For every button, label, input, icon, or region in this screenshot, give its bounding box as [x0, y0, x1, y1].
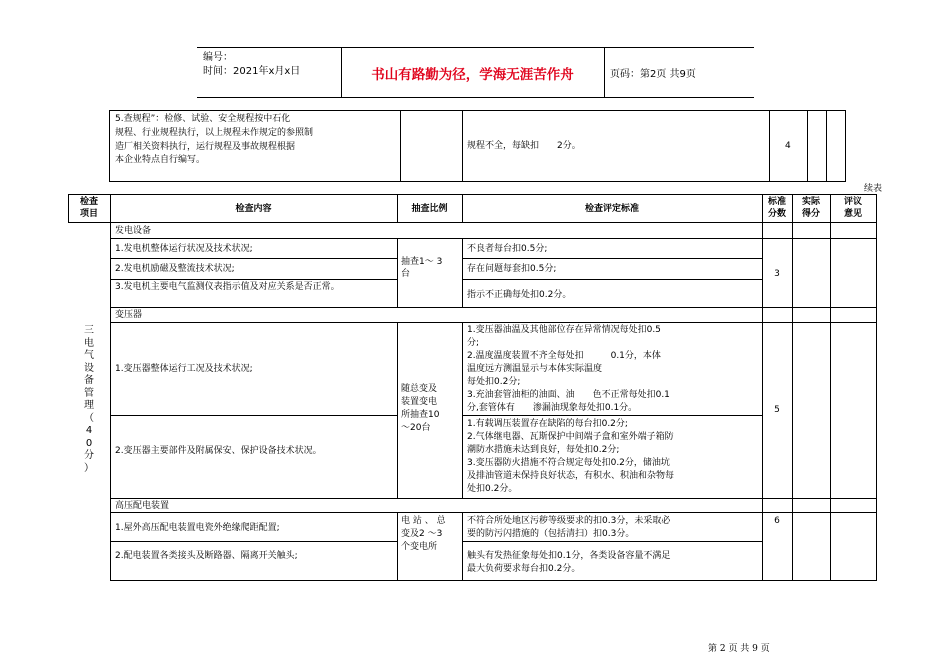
transformer-criteria: 处扣0.2分。 — [467, 484, 518, 494]
top-block-score: 4 — [785, 141, 791, 151]
transformer-ratio: 随总变及 — [401, 384, 438, 394]
generator-ratio: 台 — [401, 269, 411, 279]
page-footer: 第 2 页 共 9 页 — [708, 644, 770, 654]
transformer-ratio: 装置变电 — [401, 397, 438, 407]
header-std-score: 标准 — [767, 197, 786, 207]
header-meta — [197, 47, 341, 98]
transformer-criteria: 3.变压器防火措施不符合规定每处扣0.2分，储油坑 — [467, 458, 670, 468]
category-label: 三 电 气 设 备 管 理 （ 4 0 分 ） — [84, 325, 94, 474]
transformer-item: 2.变压器主要部件及附属保安、保护设备技术状况。 — [115, 446, 322, 456]
section-title-hv: 高压配电装置 — [115, 501, 170, 511]
header-content: 检查内容 — [235, 204, 272, 214]
transformer-criteria: 每处扣0.2分; — [467, 377, 521, 387]
header-std-score: 分数 — [767, 209, 786, 219]
transformer-criteria: 2.气体继电器、瓦斯保护中间端子盒和室外端子箱防 — [467, 432, 674, 442]
transformer-criteria: 3.充油套管油柜的油面、油 色不正常每处扣0.1 — [467, 390, 670, 400]
generator-item: 1.发电机整体运行状况及技术状况; — [115, 244, 253, 254]
generator-score: 3 — [774, 269, 780, 279]
generator-item: 2.发电机励磁及整流技术状况; — [115, 264, 235, 274]
top-content-line: 规程、行业规程执行，以上规程未作规定的参照制 — [115, 128, 314, 138]
continued-label: 续表 — [864, 184, 883, 194]
hv-ratio: 个变电所 — [401, 542, 438, 552]
hv-score: 6 — [774, 516, 780, 526]
header-ratio: 抽查比例 — [411, 204, 448, 214]
generator-ratio: 抽查1～ 3 — [401, 257, 443, 267]
generator-item: 3.发电机主要电气监测仪表指示值及对应关系是否正常。 — [115, 282, 340, 292]
time-label: 时间：2021年x月x日 — [203, 66, 301, 77]
transformer-item: 1.变压器整体运行工况及技术状况; — [115, 364, 253, 374]
transformer-criteria: 分; — [467, 338, 480, 348]
top-block-standard: 规程不全，每缺扣 2分。 — [467, 141, 581, 151]
transformer-criteria: 1.有载调压装置存在缺陷的每台扣0.2分; — [467, 419, 628, 429]
number-label: 编号： — [203, 52, 233, 63]
transformer-ratio: ～20台 — [401, 423, 431, 433]
header-item: 检查 — [79, 197, 98, 207]
header-comment: 意见 — [843, 209, 862, 219]
transformer-criteria: 2.温度温度装置不齐全每处扣 0.1分，本体 — [467, 351, 661, 361]
header-comment: 评议 — [843, 197, 862, 207]
header-actual-score: 实际 — [801, 197, 820, 207]
section-title-generator: 发电设备 — [115, 226, 152, 236]
transformer-score: 5 — [774, 405, 780, 415]
transformer-criteria: 温度远方测温显示与本体实际温度 — [467, 364, 603, 374]
transformer-criteria: 1.变压器油温及其他部位存在异常情况每处扣0.5 — [467, 325, 661, 335]
page-header — [197, 47, 754, 98]
hv-ratio: 电 站 、 总 — [401, 516, 446, 526]
header-actual-score: 得分 — [801, 209, 820, 219]
header-item: 项目 — [79, 209, 98, 219]
section-title-transformer: 变压器 — [115, 310, 143, 320]
top-content-line: 造厂相关资料执行，运行规程及事故规程根据 — [115, 142, 296, 152]
motto: 书山有路勤为径，学海无涯苦作舟 — [371, 66, 574, 83]
hv-item: 1.屋外高压配电装置电瓷外绝缘爬距配置; — [115, 523, 280, 533]
transformer-criteria: 潮防水措施未达到良好，每处扣0.2分; — [467, 445, 620, 455]
transformer-criteria: 分,套管体有 渗漏油现象每处扣0.1分。 — [467, 403, 638, 413]
hv-item: 2.配电装置各类接头及断路器、隔离开关触头; — [115, 551, 298, 561]
top-content-line: 本企业特点自行编写。 — [115, 155, 206, 165]
transformer-ratio: 所抽查10 — [401, 410, 440, 420]
generator-criteria: 存在问题每套扣0.5分; — [467, 264, 557, 274]
hv-criteria: 最大负荷要求每台扣0.2分。 — [467, 564, 581, 574]
hv-criteria: 要的防污闪措施的（包括清扫）扣0.3分。 — [467, 529, 635, 539]
top-content-line: 5.查规程”：检修、试验、安全规程按中石化 — [115, 114, 291, 124]
hv-criteria: 不符合所处地区污秽等级要求的扣0.3分，未采取必 — [467, 516, 671, 526]
generator-criteria: 指示不正确每处扣0.2分。 — [467, 290, 572, 300]
hv-ratio: 变及2 ～3 — [401, 529, 443, 539]
hv-criteria: 触头有发热征象每处扣0.1分，各类设备容量不满足 — [467, 551, 671, 561]
transformer-criteria: 及排油管道未保持良好状态，有积水、积油和杂物每 — [467, 471, 675, 481]
page-label: 页码：第2页 共9页 — [610, 69, 696, 80]
header-criteria: 检查评定标准 — [584, 204, 639, 214]
generator-criteria: 不良者每台扣0.5分; — [467, 244, 548, 254]
